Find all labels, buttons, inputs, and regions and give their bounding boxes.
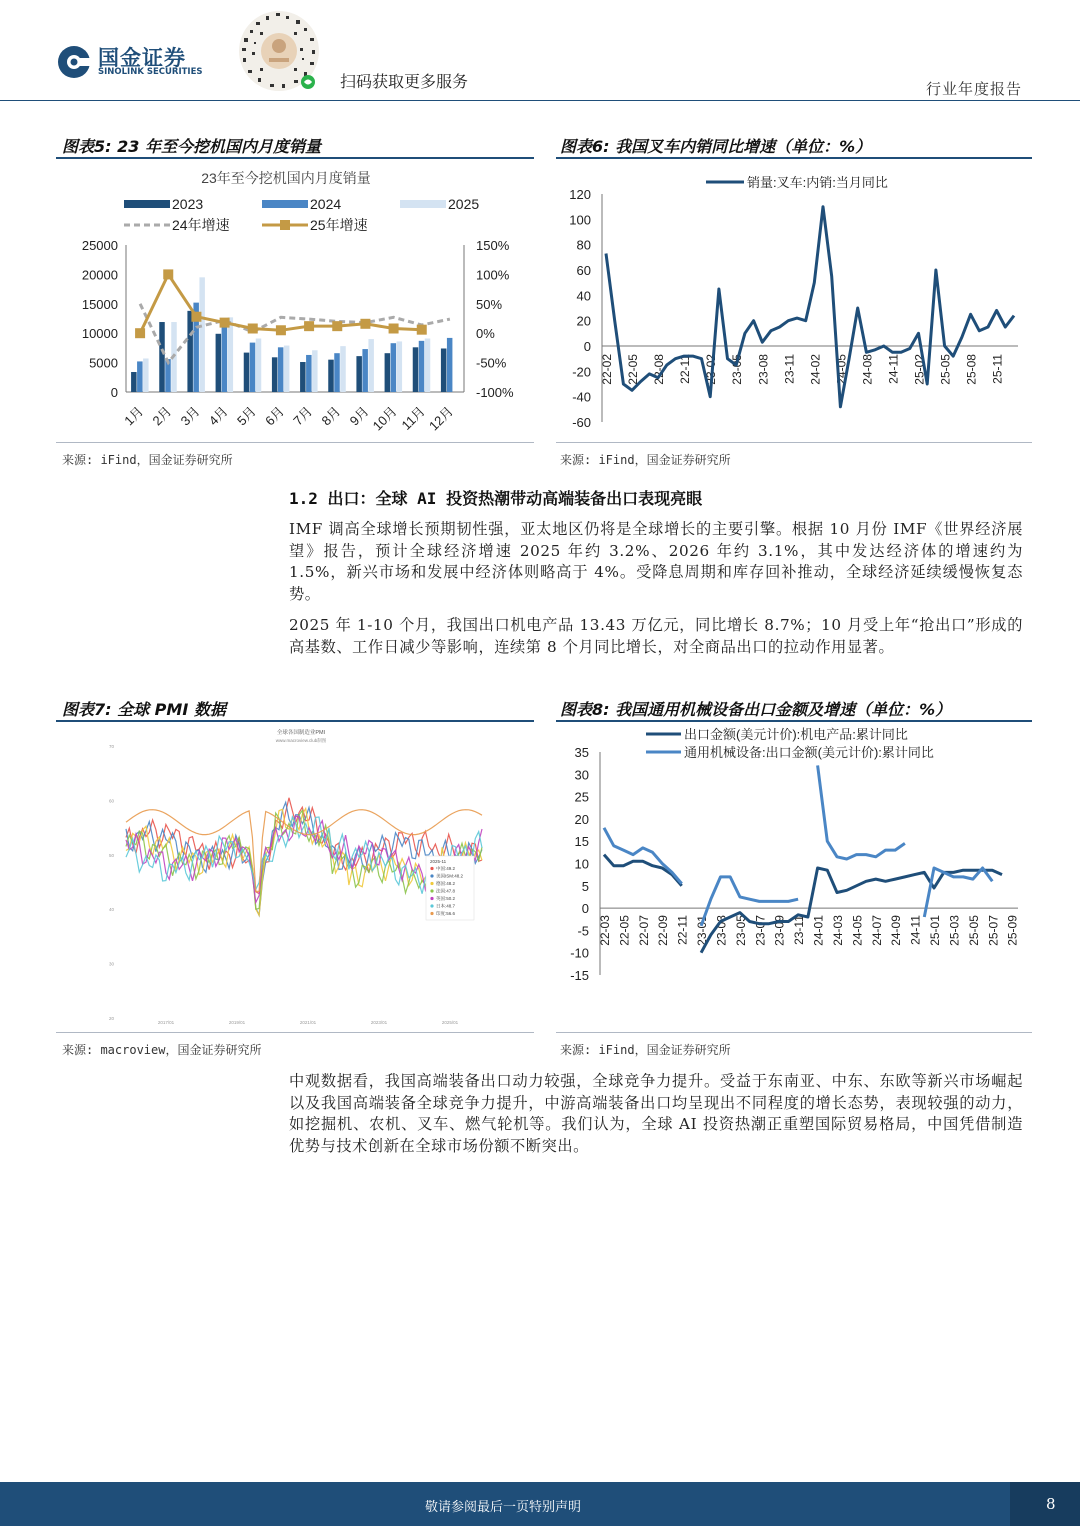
figure6-y-tick: -20 <box>572 364 591 380</box>
figure5-line-marker <box>191 312 201 322</box>
figure5-x-tick: 7月 <box>290 403 316 429</box>
figure5-right-tick: -50% <box>476 355 507 371</box>
figure6-x-tick: 24-05 <box>834 354 849 385</box>
figure8-y-tick: 20 <box>574 811 589 827</box>
figure7-title: 图表7: 全球 PMI 数据 <box>62 700 226 719</box>
figure7-legend-label: 法国:47.8 <box>436 888 456 894</box>
figure8-x-tick: 25-05 <box>966 915 981 946</box>
figure7-y-tick: 70 <box>108 744 114 749</box>
figure8-x-tick: 23-07 <box>753 915 768 946</box>
figure8-y-tick: 15 <box>574 834 589 850</box>
figure5-left-tick: 15000 <box>81 296 118 312</box>
closing-paragraph: 中观数据看，我国高端装备出口动力较强，全球竞争力提升。受益于东南亚、中东、东欧等新兴市场崛起以及我国高端装备全球竞争力提升，中游高端装备出口均呈现出不同程度的增长态势，表现较强的动力，如挖掘机、农机、叉车、燃气轮机等。我们认为，全球 AI 投资热潮正重塑国际贸易格局，中国凭借制造优势与技术创新在全球市场份额不断突出。 <box>289 1072 1023 1155</box>
figure5-bar-2023 <box>441 348 447 392</box>
figure5-bar-2025 <box>284 346 290 392</box>
figure8-x-tick: 24-09 <box>889 915 904 946</box>
figure7-legend-dot <box>430 874 433 877</box>
figure5-line-marker <box>417 325 427 335</box>
figure8-y-tick: 5 <box>581 878 589 894</box>
figure5-bar-2023 <box>216 334 222 392</box>
figure6-y-tick: 0 <box>583 339 591 354</box>
figure5-left-tick: 10000 <box>81 326 118 342</box>
figure5-source: 来源: iFind，国金证券研究所 <box>62 453 233 467</box>
figure6-x-tick: 24-08 <box>860 354 875 385</box>
figure8-x-tick: 23-09 <box>772 915 787 946</box>
figure5-x-tick: 5月 <box>233 403 259 429</box>
figure6-title: 图表6: 我国叉车内销同比增速（单位：%） <box>560 137 872 156</box>
figure6-top-rule <box>556 157 1032 159</box>
figure8-x-tick: 22-03 <box>598 915 612 946</box>
figure5-bar-2024 <box>391 343 397 392</box>
figure5-bar-2024 <box>334 353 340 392</box>
figure5-x-tick: 8月 <box>318 403 344 429</box>
figure5-legend-label: 25年增速 <box>310 217 368 233</box>
figure5-bottom-rule <box>56 442 534 443</box>
figure6-x-tick: 23-05 <box>730 354 745 385</box>
figure7-x-tick: 2021/01 <box>299 1020 317 1025</box>
figure5-right-tick: 50% <box>476 296 503 312</box>
figure8-y-tick: 25 <box>574 789 589 805</box>
figure7-legend-dot <box>430 867 433 870</box>
figure5-line-marker <box>360 319 370 329</box>
figure5-x-tick: 6月 <box>262 403 288 429</box>
figure5-legend-item <box>400 196 479 212</box>
figure7-y-tick: 50 <box>108 852 114 858</box>
figure5-x-tick: 9月 <box>346 403 372 429</box>
figure7-x-tick: 2023/01 <box>370 1020 388 1025</box>
figure8-x-tick: 23-05 <box>733 915 748 946</box>
figure7-legend-label: 印度:56.6 <box>436 911 456 916</box>
figure8-title: 图表8: 我国通用机械设备出口金额及增速（单位：%） <box>560 700 952 719</box>
figure5-legend-marker <box>280 220 290 230</box>
figure5-legend-label: 2024 <box>310 196 342 212</box>
figure8-x-tick: 24-11 <box>908 915 923 945</box>
figure6-x-tick: 22-08 <box>652 354 667 385</box>
figure5-legend-item <box>262 217 368 233</box>
figure6-x-tick: 25-11 <box>990 354 1005 384</box>
figure5-line-marker <box>248 323 258 333</box>
section-title: 1.2 出口：全球 AI 投资热潮带动高端装备出口表现亮眼 <box>289 489 703 508</box>
figure7-legend-label: 英国:50.2 <box>436 896 456 901</box>
figure7-source: 来源: macroview，国金证券研究所 <box>62 1043 262 1057</box>
figure7-y-tick: 30 <box>108 961 114 967</box>
figure6-legend-label: 销量:叉车:内销:当月同比 <box>747 175 888 190</box>
figure8-x-tick: 25-03 <box>947 915 962 946</box>
figure5-legend-label: 2025 <box>448 196 480 212</box>
figure5-bar-2025 <box>199 277 205 392</box>
figure8-x-tick: 25-09 <box>1005 915 1020 946</box>
figure5-line-marker <box>220 318 230 328</box>
figure7-y-tick: 40 <box>108 907 114 913</box>
figure7-legend-label: 中国:49.2 <box>436 866 456 871</box>
figure5-right-tick: 100% <box>476 267 510 283</box>
figure7-chart <box>56 722 534 1032</box>
figure5-bar-2025 <box>312 350 318 392</box>
figure5-bar-2024 <box>362 349 368 392</box>
figure5-top-rule <box>56 157 534 159</box>
figure8-x-tick: 24-05 <box>850 915 865 946</box>
figure8-source: 来源: iFind，国金证券研究所 <box>560 1043 731 1057</box>
figure5-x-tick: 4月 <box>205 403 231 429</box>
figure5-bar-2024 <box>306 355 312 392</box>
figure6-x-tick: 25-08 <box>964 354 979 385</box>
figure5-legend-label: 24年增速 <box>172 217 230 233</box>
figure8-x-tick: 24-07 <box>869 915 884 946</box>
figure7-inner-subtitle: www.macroview.club制图 <box>275 738 327 743</box>
figure8-x-tick: 22-05 <box>617 915 632 946</box>
footer-disclaimer: 敬请参阅最后一页特别声明 <box>425 1500 582 1515</box>
figure5-chart <box>56 160 534 442</box>
figure7-y-tick: 60 <box>108 798 114 804</box>
figure7-legend-dot <box>430 897 433 900</box>
figure5-bar-2023 <box>244 353 250 392</box>
figure7-x-tick: 2025/01 <box>441 1020 459 1025</box>
figure5-bar-2025 <box>425 338 431 392</box>
logo-cn: 国金证券 <box>98 46 186 70</box>
figure7-legend-dot <box>430 882 433 885</box>
figure8-x-tick: 23-01 <box>695 915 710 946</box>
figure5-bar-2024 <box>447 338 453 392</box>
figure5-x-tick: 10月 <box>369 403 400 434</box>
figure5-x-tick: 2月 <box>149 403 175 429</box>
figure8-y-tick: 35 <box>574 745 589 760</box>
figure7-bottom-rule <box>56 1032 534 1033</box>
figure5-line-marker <box>276 325 286 335</box>
figure6-bottom-rule <box>556 442 1032 443</box>
figure5-bar-2024 <box>278 347 284 392</box>
figure6-y-tick: 60 <box>576 263 591 278</box>
sinolink-logo-icon <box>56 44 92 80</box>
figure5-bar-2023 <box>187 311 193 392</box>
figure5-line-marker <box>389 323 399 333</box>
figure5-bar-2023 <box>300 362 306 392</box>
figure8-y-tick: -15 <box>570 968 589 983</box>
figure5-bar-2023 <box>413 347 419 392</box>
figure6-y-tick: 40 <box>576 288 591 304</box>
figure5-bar-2025 <box>256 338 262 392</box>
figure5-left-tick: 0 <box>110 385 118 400</box>
figure5-line-marker <box>332 321 342 331</box>
figure5-legend-item <box>124 217 230 233</box>
figure6-y-tick: -60 <box>572 415 591 430</box>
figure7-legend-label: 日本:48.7 <box>436 903 456 909</box>
figure5-bar-2025 <box>228 317 234 392</box>
figure5-bar-2023 <box>272 357 278 392</box>
figure5-legend-item <box>124 196 203 212</box>
figure8-x-tick: 23-03 <box>714 915 729 946</box>
section-paragraph-2: 2025 年 1-10 个月，我国出口机电产品 13.43 万亿元，同比增长 8.7%；10 月受上年“抢出口”形成的高基数、工作日减少等影响，连续第 8 个月同比增长，对全商品出口的拉动作用显著。 <box>289 616 1023 656</box>
footer-page-box <box>1010 1482 1080 1526</box>
figure6-x-tick: 23-02 <box>704 354 719 385</box>
figure7-legend-dot <box>430 904 433 907</box>
figure8-bottom-rule <box>556 1032 1032 1033</box>
figure5-x-tick: 3月 <box>177 403 203 429</box>
figure8-y-tick: -10 <box>570 945 589 961</box>
page-number: 8 <box>1046 1495 1056 1513</box>
figure5-bar-2023 <box>356 356 362 392</box>
figure5-legend-label: 2023 <box>172 196 204 212</box>
figure8-y-tick: 30 <box>574 767 589 783</box>
figure5-title: 图表5: 23 年至今挖机国内月度销量 <box>62 137 321 156</box>
figure8-y-tick: 0 <box>581 901 589 917</box>
figure7-y-tick: 20 <box>108 1016 114 1021</box>
figure8-x-tick: 22-11 <box>675 915 690 945</box>
logo-en: SINOLINK SECURITIES <box>98 67 203 77</box>
figure5-line-marker <box>304 321 314 331</box>
figure8-x-tick: 25-01 <box>928 915 943 946</box>
qr-prompt: 扫码获取更多服务 <box>340 72 469 91</box>
figure5-bar-2025 <box>143 358 149 392</box>
figure7-legend-label: 美国ISM:48.2 <box>436 873 464 879</box>
figure5-bar-2023 <box>385 353 391 392</box>
figure5-bar-2023 <box>131 372 137 392</box>
figure5-legend-swatch <box>400 200 446 208</box>
figure5-right-tick: 150% <box>476 238 510 253</box>
figure6-y-tick: -40 <box>572 389 591 405</box>
figure5-legend-swatch <box>124 200 170 208</box>
figure7-legend-dot <box>430 889 433 892</box>
figure5-x-tick: 11月 <box>398 403 428 433</box>
figure5-right-tick: -100% <box>476 385 514 400</box>
figure8-line <box>604 765 992 926</box>
figure7-legend-label: 德国:48.2 <box>436 881 456 886</box>
figure5-bar-2023 <box>159 322 165 392</box>
figure5-line-25年增速 <box>140 274 422 333</box>
figure5-legend-item <box>262 196 341 212</box>
figure5-line-marker <box>163 269 173 279</box>
figure5-x-tick: 1月 <box>121 403 147 429</box>
figure5-bar-2024 <box>250 343 256 392</box>
figure6-x-tick: 25-02 <box>912 354 927 385</box>
figure7-inner-title: 全球各国制造业PMI <box>276 730 326 736</box>
figure6-x-tick: 22-02 <box>600 354 614 385</box>
qr-code[interactable] <box>236 8 322 94</box>
figure5-left-tick: 20000 <box>81 267 118 283</box>
figure6-x-tick: 23-08 <box>756 354 771 385</box>
figure7-legend-title: 2025-11 <box>430 859 447 864</box>
figure6-chart <box>556 160 1032 442</box>
figure6-x-tick: 22-11 <box>678 354 693 384</box>
header-rule <box>0 100 1080 101</box>
figure5-left-tick: 5000 <box>89 355 118 371</box>
figure8-x-tick: 24-01 <box>811 915 826 946</box>
figure8-y-tick: 10 <box>574 856 589 872</box>
figure5-line-24年增速 <box>140 304 450 363</box>
figure5-bar-2025 <box>368 339 374 392</box>
figure5-bar-2023 <box>328 360 334 392</box>
figure6-y-tick: 20 <box>576 313 591 329</box>
figure5-x-tick: 12月 <box>426 403 457 434</box>
figure5-chart-title: 23年至今挖机国内月度销量 <box>201 170 371 186</box>
section-body <box>289 519 1023 659</box>
figure8-x-tick: 23-11 <box>792 915 807 945</box>
figure8-x-tick: 22-07 <box>636 915 651 946</box>
figure7-legend-dot <box>430 912 433 915</box>
figure5-line-marker <box>135 328 145 338</box>
figure6-x-tick: 23-11 <box>782 354 797 384</box>
figure5-bar-2025 <box>340 346 346 392</box>
company-logo <box>56 42 216 82</box>
figure5-right-tick: 0% <box>476 326 495 342</box>
figure6-x-tick: 24-02 <box>808 354 823 385</box>
qr-code-icon <box>236 8 322 94</box>
figure6-source: 来源: iFind，国金证券研究所 <box>560 453 731 467</box>
figure5-bar-2024 <box>222 321 228 392</box>
figure5-bar-2024 <box>419 341 425 392</box>
figure6-x-tick: 25-05 <box>938 354 953 385</box>
report-type: 行业年度报告 <box>926 80 1023 98</box>
figure7-x-tick: 2019/01 <box>228 1020 246 1025</box>
figure6-y-tick: 80 <box>576 237 591 253</box>
figure8-x-tick: 24-03 <box>830 915 845 946</box>
figure5-bar-2025 <box>397 341 403 392</box>
figure6-x-tick: 22-05 <box>626 354 641 385</box>
figure8-legend-label: 通用机械设备:出口金额(美元计价):累计同比 <box>684 745 934 760</box>
figure6-y-tick: 100 <box>569 212 591 228</box>
figure8-chart <box>556 722 1032 1032</box>
figure5-left-tick: 25000 <box>81 238 118 253</box>
figure8-x-tick: 22-09 <box>656 915 671 946</box>
figure8-legend-label: 出口金额(美元计价):机电产品:累计同比 <box>684 727 908 742</box>
figure7-x-tick: 2017/01 <box>157 1020 175 1025</box>
figure6-x-tick: 24-11 <box>886 354 901 384</box>
figure8-y-tick: -5 <box>577 923 589 939</box>
figure5-bar-2024 <box>137 361 143 392</box>
figure5-legend-swatch <box>262 200 308 208</box>
figure8-x-tick: 25-07 <box>986 915 1001 946</box>
figure6-y-tick: 120 <box>569 187 591 202</box>
section-paragraph-1: IMF 调高全球增长预期韧性强，亚太地区仍将是全球增长的主要引擎。根据 10 月份 IMF《世界经济展望》报告，预计全球经济增速 2025 年约 3.2%、2026 年约 3.1%，其中发达经济体的增速约为 1.5%，新兴市场和发展中经济体则略高于 4%。受降息周期和库存回补推动，全球经济延续缓慢恢复态势。 <box>289 520 1023 603</box>
